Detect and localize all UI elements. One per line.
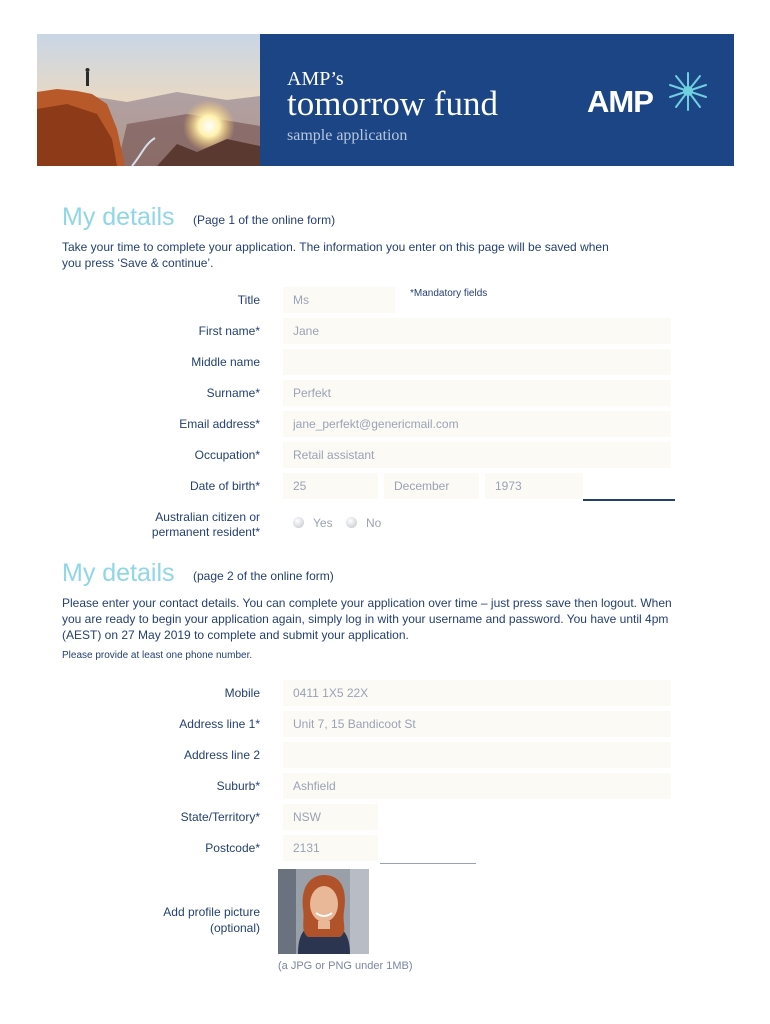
amp-logo: AMP [587,84,653,119]
dob-label: Date of birth* [189,479,260,493]
citizen-no-radio[interactable] [346,517,357,528]
citizen-yes-label[interactable]: Yes [313,516,333,530]
suburb-label: Suburb* [216,779,260,793]
address1-field[interactable] [283,711,671,737]
suburb-field[interactable] [283,773,671,799]
profile-caption: (a JPG or PNG under 1MB) [278,960,413,972]
profile-label-line1: Add profile picture [163,905,260,919]
state-field[interactable] [283,804,378,830]
mandatory-note: *Mandatory fields [410,288,488,299]
section1-page-note: (Page 1 of the online form) [193,213,336,227]
banner-prefix: AMP’s [287,68,344,90]
first-name-field[interactable] [283,318,671,344]
profile-picture[interactable] [278,869,369,954]
email-label: Email address* [179,417,260,431]
mobile-label: Mobile [224,686,260,700]
middle-name-field[interactable] [283,349,671,375]
phone-note: Please provide at least one phone number. [62,650,253,661]
address2-label: Address line 2 [183,748,260,762]
title-label: Title [237,293,260,307]
first-name-label: First name* [198,324,260,338]
postcode-label: Postcode* [205,841,260,855]
profile-label-line2: (optional) [209,921,260,935]
dob-month-field[interactable] [384,473,479,499]
section1-heading: My details [62,203,175,231]
postcode-divider [380,863,476,864]
amp-flower-icon [667,70,709,112]
title-field[interactable] [283,287,395,313]
postcode-field[interactable] [283,835,378,861]
citizen-label-line2: permanent resident* [151,525,260,539]
citizen-no-label[interactable]: No [366,516,382,530]
dob-year-field[interactable] [485,473,583,499]
banner-title: tomorrow fund [287,84,498,123]
section2-intro: Please enter your contact details. You can complete your application over time – just press save then logout. When you are ready to begin your application again, simply log in with your username and password. You have until 4pm (AEST) on 27 May 2019 to complete and submit your application. [62,596,672,642]
email-field[interactable] [283,411,671,437]
address2-field[interactable] [283,742,671,768]
section2-page-note: (page 2 of the online form) [193,569,334,583]
header-banner [37,34,734,166]
section2-heading: My details [62,559,175,587]
dob-day-field[interactable] [283,473,378,499]
surname-field[interactable] [283,380,671,406]
canyon-photo [37,34,260,166]
state-label: State/Territory* [180,810,260,824]
surname-label: Surname* [206,386,260,400]
section1-intro: Take your time to complete your application. The information you enter on this page will be saved when you press ‘Save & continue’. [62,240,609,270]
middle-name-label: Middle name [191,355,260,369]
citizen-yes-radio[interactable] [293,517,304,528]
dob-divider [583,499,675,501]
occupation-label: Occupation* [194,448,260,462]
address1-label: Address line 1* [179,717,260,731]
citizen-label-line1: Australian citizen or [155,510,260,524]
occupation-field[interactable] [283,442,671,468]
banner-tagline: sample application [287,127,408,144]
mobile-field[interactable] [283,680,671,706]
